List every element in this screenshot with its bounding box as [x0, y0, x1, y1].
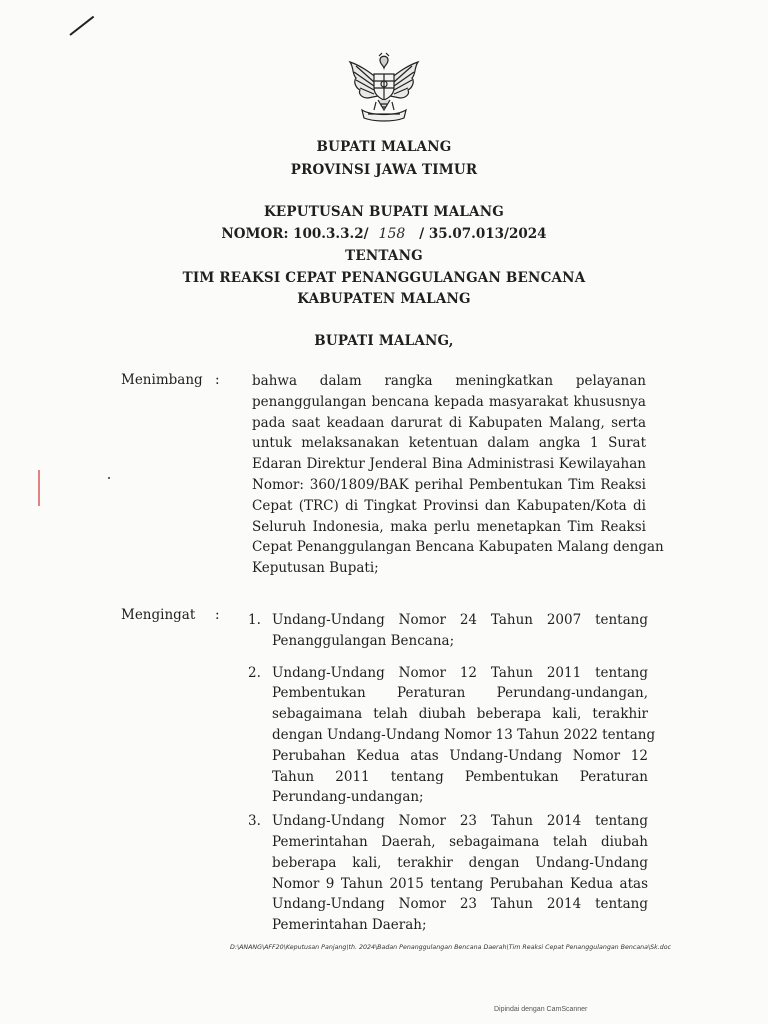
header-line2: PROVINSI JAWA TIMUR [290, 162, 478, 178]
camscanner-watermark: Dipindai dengan CamScanner [494, 1006, 588, 1013]
mengingat-item [248, 663, 656, 809]
mengingat-item [248, 811, 648, 936]
menimbang-line: Cepat (TRC) di Tingkat Provinsi dan Kabupaten/Kota di [252, 497, 646, 514]
menimbang-line: Seluruh Indonesia, maka perlu menetapkan Tim Reaksi [252, 518, 646, 535]
mengingat-item-number: 3. [248, 813, 261, 830]
mengingat-item-line: Undang-Undang Nomor 24 Tahun 2007 tentang [272, 612, 648, 628]
menimbang-line: untuk melaksanakan ketentuan dalam angka 1 Surat [252, 435, 646, 452]
menimbang-line: Cepat Penanggulangan Bencana Kabupaten Malang dengan [252, 539, 664, 556]
menimbang-line: bahwa dalam rangka meningkatkan pelayanan [252, 373, 646, 389]
mengingat-item-line: Tahun 2011 tentang Pembentukan Peraturan [272, 768, 648, 785]
mengingat-item-line: Pemerintahan Daerah, sebagaimana telah diubah [272, 833, 648, 850]
menimbang-colon: : [215, 372, 220, 388]
official-title: BUPATI MALANG, [314, 333, 454, 349]
menimbang-line: Edaran Direktur Jenderal Bina Administrasi Kewilayahan [252, 456, 646, 473]
menimbang-label: Menimbang [121, 372, 203, 388]
mengingat-item-number: 1. [248, 612, 261, 628]
tentang-label: TENTANG [345, 248, 423, 264]
mengingat-item-line: Pembentukan Peraturan Perundang-undangan, [272, 685, 648, 702]
mengingat-item-line: Undang-Undang Nomor 12 Tahun 2011 tentang [272, 664, 648, 681]
decree-number [0, 226, 768, 242]
margin-red-mark [38, 470, 40, 506]
mengingat-item-line: Perubahan Kedua atas Undang-Undang Nomor 12 [272, 747, 648, 764]
decree-number-suffix: / 35.07.013/2024 [419, 226, 547, 242]
menimbang-line: pada saat keadaan darurat di Kabupaten Malang, serta [252, 414, 646, 431]
decree-subject-line2: KABUPATEN MALANG [297, 291, 471, 307]
mengingat-item [248, 610, 648, 652]
margin-dot-mark [108, 477, 110, 479]
menimbang-text [252, 371, 664, 579]
mengingat-item-line: sebagaimana telah diubah beberapa kali, terakhir [272, 706, 648, 723]
mengingat-label: Mengingat [121, 607, 196, 623]
decree-title: KEPUTUSAN BUPATI MALANG [263, 204, 505, 220]
mengingat-item-number: 2. [248, 664, 261, 681]
mengingat-item-line: beberapa kali, terakhir dengan Undang-Undang [272, 854, 648, 871]
menimbang-line: penanggulangan bencana kepada masyarakat khususnya [252, 393, 646, 410]
menimbang-line: Nomor: 360/1809/BAK perihal Pembentukan Tim Reaksi [252, 476, 646, 493]
mengingat-item-line: Nomor 9 Tahun 2015 tentang Perubahan Kedua atas [272, 875, 648, 892]
decree-number-prefix: NOMOR: 100.3.3.2/ [221, 226, 369, 242]
decree-number-handwritten: 158 [378, 226, 406, 242]
mengingat-item-line: Undang-Undang Nomor 23 Tahun 2014 tentang [272, 896, 648, 913]
mengingat-item-line: Pemerintahan Daerah; [272, 917, 427, 934]
footer-file-path: D:\ANANG\AFF20\Keputusan Panjang\th. 2024\Badan Penanggulangan Bencana Daerah\Tim Reaksi Cepat Penanggulangan Bencana\Sk.doc [230, 944, 672, 951]
mengingat-item-line: Undang-Undang Nomor 23 Tahun 2014 tentang [272, 813, 648, 830]
pen-stroke-mark [69, 16, 94, 36]
decree-subject-line1: TIM REAKSI CEPAT PENANGGULANGAN BENCANA [182, 270, 586, 286]
mengingat-list [248, 610, 656, 936]
mengingat-item-line: Penanggulangan Bencana; [272, 632, 455, 649]
header-line1: BUPATI MALANG [316, 139, 452, 155]
garuda-emblem-icon [344, 52, 424, 124]
mengingat-item-line: dengan Undang-Undang Nomor 13 Tahun 2022 tentang [272, 726, 656, 743]
mengingat-colon: : [215, 607, 220, 623]
mengingat-item-line: Perundang-undangan; [272, 789, 424, 806]
menimbang-line: Keputusan Bupati; [252, 560, 379, 577]
